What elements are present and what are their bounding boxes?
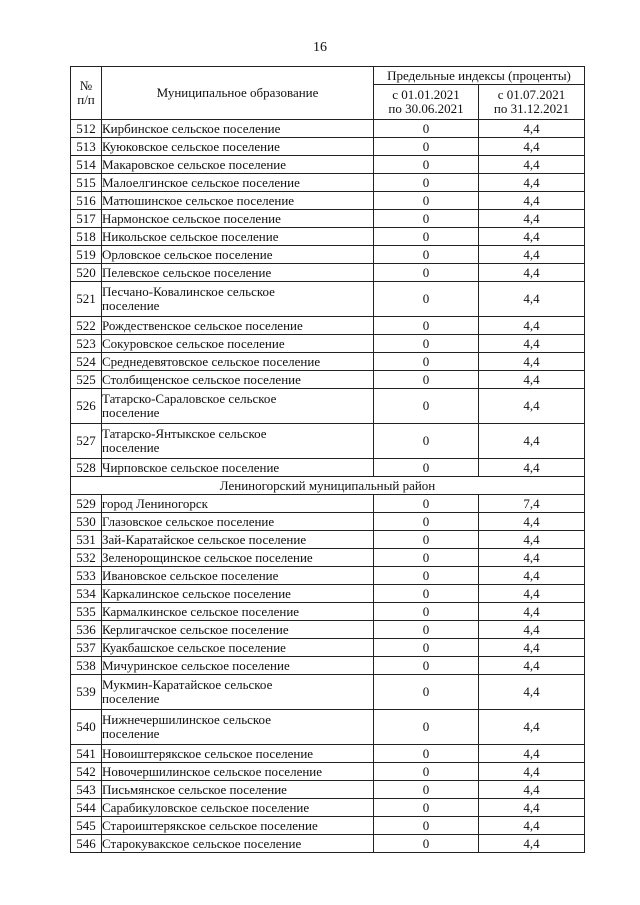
row-number: 512: [71, 120, 102, 138]
municipality-name: Матюшинское сельское поселение: [102, 192, 374, 210]
municipality-name: Зай-Каратайское сельское поселение: [102, 531, 374, 549]
index-period-1: 0: [374, 424, 479, 459]
row-number: 525: [71, 371, 102, 389]
index-period-2: 4,4: [479, 603, 585, 621]
municipality-name: Керлигачское сельское поселение: [102, 621, 374, 639]
table-row: [71, 120, 585, 138]
municipality-name: Письмянское сельское поселение: [102, 781, 374, 799]
municipality-name: Куюковское сельское поселение: [102, 138, 374, 156]
index-period-2: 4,4: [479, 675, 585, 710]
index-period-2: 4,4: [479, 424, 585, 459]
municipality-name: Ивановское сельское поселение: [102, 567, 374, 585]
table-row: [71, 657, 585, 675]
table-row: [71, 585, 585, 603]
index-period-2: 4,4: [479, 531, 585, 549]
index-period-1: 0: [374, 817, 479, 835]
municipality-name: Сокуровское сельское поселение: [102, 335, 374, 353]
municipality-name-line1: Мукмин-Каратайское сельское: [102, 677, 273, 692]
row-number: 542: [71, 763, 102, 781]
municipality-name: Среднедевятовское сельское поселение: [102, 353, 374, 371]
table-row: [71, 459, 585, 477]
municipality-name: Макаровское сельское поселение: [102, 156, 374, 174]
index-period-2: 4,4: [479, 621, 585, 639]
table-row: [71, 156, 585, 174]
table-row: [71, 264, 585, 282]
row-number: 513: [71, 138, 102, 156]
municipality-name-line1: Нижнечершилинское сельское: [102, 712, 271, 727]
municipality-name: Старокувакское сельское поселение: [102, 835, 374, 853]
municipality-name: Глазовское сельское поселение: [102, 513, 374, 531]
column-header-limit-indices: Предельные индексы (проценты): [374, 67, 585, 85]
index-period-1: 0: [374, 567, 479, 585]
row-number: 516: [71, 192, 102, 210]
municipality-name: Куакбашское сельское поселение: [102, 639, 374, 657]
section-title: Лениногорский муниципальный район: [71, 477, 585, 495]
municipality-name: город Лениногорск: [102, 495, 374, 513]
municipality-name: Староиштерякское сельское поселение: [102, 817, 374, 835]
row-number: 540: [71, 710, 102, 745]
row-number: 529: [71, 495, 102, 513]
index-period-2: 4,4: [479, 120, 585, 138]
table-row: [71, 745, 585, 763]
period-1-line2: по 30.06.2021: [388, 101, 464, 116]
index-period-1: 0: [374, 156, 479, 174]
table-row: [71, 817, 585, 835]
municipality-name-line2: поселение: [102, 440, 160, 455]
index-period-1: 0: [374, 799, 479, 817]
index-period-1: 0: [374, 639, 479, 657]
municipality-name: Кирбинское сельское поселение: [102, 120, 374, 138]
row-number: 514: [71, 156, 102, 174]
municipality-name-line2: поселение: [102, 691, 160, 706]
municipality-name: Мичуринское сельское поселение: [102, 657, 374, 675]
period-1-line1: с 01.01.2021: [392, 87, 460, 102]
index-period-2: 4,4: [479, 835, 585, 853]
table-row: [71, 513, 585, 531]
row-number: 519: [71, 246, 102, 264]
limit-indices-table: [70, 66, 585, 853]
row-number: 530: [71, 513, 102, 531]
municipality-name: Никольское сельское поселение: [102, 228, 374, 246]
index-period-1: 0: [374, 835, 479, 853]
page-number: 16: [313, 40, 327, 55]
table-row: [71, 424, 585, 459]
index-period-1: 0: [374, 603, 479, 621]
index-period-1: 0: [374, 264, 479, 282]
index-period-1: 0: [374, 495, 479, 513]
table-row: [71, 495, 585, 513]
table-row: [71, 210, 585, 228]
row-number: 538: [71, 657, 102, 675]
table-row: [71, 531, 585, 549]
table-row: [71, 246, 585, 264]
row-number: 518: [71, 228, 102, 246]
table-row: [71, 799, 585, 817]
index-period-2: 4,4: [479, 549, 585, 567]
index-period-2: 4,4: [479, 246, 585, 264]
table-row: [71, 603, 585, 621]
index-period-2: 4,4: [479, 282, 585, 317]
index-period-2: 4,4: [479, 781, 585, 799]
index-period-1: 0: [374, 675, 479, 710]
period-2-line1: с 01.07.2021: [497, 87, 566, 102]
row-number: 537: [71, 639, 102, 657]
index-period-2: 4,4: [479, 210, 585, 228]
row-number: 534: [71, 585, 102, 603]
index-period-1: 0: [374, 335, 479, 353]
index-period-2: 4,4: [479, 371, 585, 389]
index-period-1: 0: [374, 549, 479, 567]
index-period-1: 0: [374, 371, 479, 389]
municipality-name: Нармонское сельское поселение: [102, 210, 374, 228]
index-period-1: 0: [374, 781, 479, 799]
row-number: 545: [71, 817, 102, 835]
index-period-2: 4,4: [479, 335, 585, 353]
row-number: 546: [71, 835, 102, 853]
table-row: [71, 138, 585, 156]
index-period-2: 4,4: [479, 138, 585, 156]
index-period-1: 0: [374, 228, 479, 246]
row-number: 522: [71, 317, 102, 335]
column-header-number-line2: п/п: [77, 92, 95, 107]
column-header-number: [71, 67, 102, 120]
row-number: 541: [71, 745, 102, 763]
index-period-1: 0: [374, 282, 479, 317]
index-period-1: 0: [374, 585, 479, 603]
index-period-2: 4,4: [479, 817, 585, 835]
index-period-1: 0: [374, 531, 479, 549]
index-period-2: 4,4: [479, 264, 585, 282]
row-number: 543: [71, 781, 102, 799]
municipality-name: Чирповское сельское поселение: [102, 459, 374, 477]
table-row: [71, 371, 585, 389]
table-header: [71, 67, 585, 120]
municipality-name: Пелевское сельское поселение: [102, 264, 374, 282]
index-period-1: 0: [374, 210, 479, 228]
table-row: [71, 835, 585, 853]
table-body: [71, 120, 585, 853]
municipality-name-line1: Песчано-Ковалинское сельское: [102, 284, 275, 299]
index-period-1: 0: [374, 621, 479, 639]
municipality-name: Кармалкинское сельское поселение: [102, 603, 374, 621]
table-row: [71, 353, 585, 371]
index-period-1: 0: [374, 138, 479, 156]
row-number: 524: [71, 353, 102, 371]
index-period-2: 7,4: [479, 495, 585, 513]
index-period-1: 0: [374, 317, 479, 335]
index-period-1: 0: [374, 353, 479, 371]
row-number: 527: [71, 424, 102, 459]
municipality-name: Каркалинское сельское поселение: [102, 585, 374, 603]
section-row: [71, 477, 585, 495]
table-row: [71, 317, 585, 335]
row-number: 535: [71, 603, 102, 621]
index-period-1: 0: [374, 710, 479, 745]
index-period-2: 4,4: [479, 192, 585, 210]
municipality-name: [102, 675, 374, 710]
column-header-number-line1: №: [79, 78, 93, 93]
index-period-2: 4,4: [479, 799, 585, 817]
index-period-1: 0: [374, 246, 479, 264]
column-header-period-2: [479, 85, 585, 120]
index-period-1: 0: [374, 192, 479, 210]
table-row: [71, 710, 585, 745]
index-period-2: 4,4: [479, 585, 585, 603]
index-period-1: 0: [374, 745, 479, 763]
index-period-1: 0: [374, 459, 479, 477]
index-period-1: 0: [374, 657, 479, 675]
row-number: 532: [71, 549, 102, 567]
index-period-1: 0: [374, 389, 479, 424]
index-period-2: 4,4: [479, 459, 585, 477]
index-period-2: 4,4: [479, 567, 585, 585]
table-row: [71, 282, 585, 317]
table-row: [71, 335, 585, 353]
table-row: [71, 621, 585, 639]
row-number: 539: [71, 675, 102, 710]
row-number: 515: [71, 174, 102, 192]
row-number: 517: [71, 210, 102, 228]
municipality-name-line2: поселение: [102, 726, 160, 741]
row-number: 520: [71, 264, 102, 282]
row-number: 523: [71, 335, 102, 353]
municipality-name: Орловское сельское поселение: [102, 246, 374, 264]
table-row: [71, 549, 585, 567]
municipality-name-line1: Татарско-Сараловское сельское: [102, 391, 277, 406]
index-period-2: 4,4: [479, 317, 585, 335]
table-row: [71, 192, 585, 210]
municipality-name: [102, 389, 374, 424]
table-row: [71, 228, 585, 246]
index-period-2: 4,4: [479, 657, 585, 675]
index-period-1: 0: [374, 120, 479, 138]
row-number: 544: [71, 799, 102, 817]
index-period-2: 4,4: [479, 389, 585, 424]
column-header-municipality: Муниципальное образование: [102, 67, 374, 120]
municipality-name: Рождественское сельское поселение: [102, 317, 374, 335]
row-number: 526: [71, 389, 102, 424]
municipality-name: [102, 710, 374, 745]
municipality-name: [102, 282, 374, 317]
municipality-name: Столбищенское сельское поселение: [102, 371, 374, 389]
row-number: 533: [71, 567, 102, 585]
period-2-line2: по 31.12.2021: [493, 101, 570, 116]
index-period-2: 4,4: [479, 228, 585, 246]
index-period-2: 4,4: [479, 513, 585, 531]
municipality-name: Новочершилинское сельское поселение: [102, 763, 374, 781]
index-period-1: 0: [374, 513, 479, 531]
municipality-name-line2: поселение: [102, 298, 160, 313]
municipality-name: [102, 424, 374, 459]
municipality-name: Новоиштерякское сельское поселение: [102, 745, 374, 763]
index-period-1: 0: [374, 174, 479, 192]
row-number: 536: [71, 621, 102, 639]
table-row: [71, 389, 585, 424]
index-period-2: 4,4: [479, 639, 585, 657]
index-period-2: 4,4: [479, 156, 585, 174]
table-row: [71, 763, 585, 781]
index-period-2: 4,4: [479, 174, 585, 192]
column-header-period-1: [374, 85, 479, 120]
municipality-name-line2: поселение: [102, 405, 160, 420]
row-number: 521: [71, 282, 102, 317]
table-row: [71, 174, 585, 192]
index-period-2: 4,4: [479, 710, 585, 745]
row-number: 531: [71, 531, 102, 549]
index-period-2: 4,4: [479, 353, 585, 371]
municipality-name: Малоелгинское сельское поселение: [102, 174, 374, 192]
table-row: [71, 781, 585, 799]
index-period-1: 0: [374, 763, 479, 781]
municipality-name: Сарабикуловское сельское поселение: [102, 799, 374, 817]
table-row: [71, 675, 585, 710]
row-number: 528: [71, 459, 102, 477]
municipality-name: Зеленорощинское сельское поселение: [102, 549, 374, 567]
table-row: [71, 567, 585, 585]
index-period-2: 4,4: [479, 745, 585, 763]
index-period-2: 4,4: [479, 763, 585, 781]
table-row: [71, 639, 585, 657]
municipality-name-line1: Татарско-Янтыкское сельское: [102, 426, 267, 441]
